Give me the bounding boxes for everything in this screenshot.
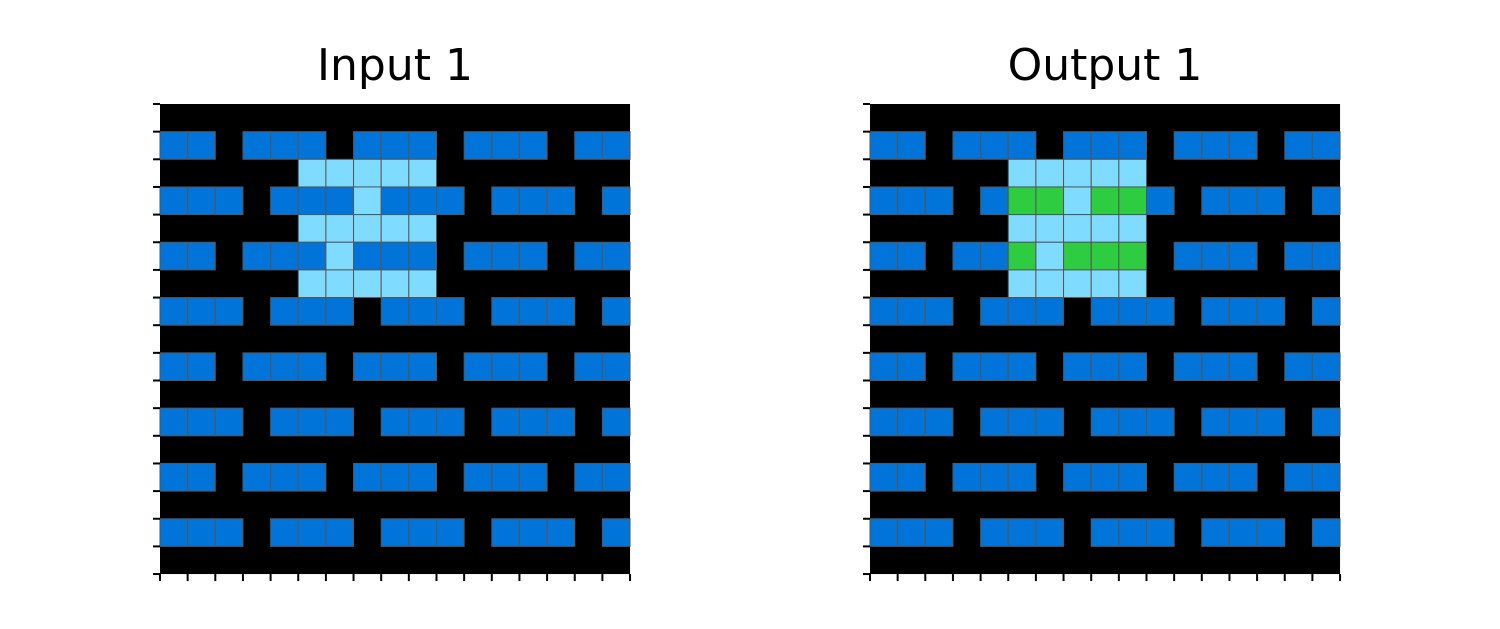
grid-cell [1064, 132, 1092, 160]
grid-cell [953, 242, 981, 270]
grid-cell [160, 242, 188, 270]
grid-cell [1008, 242, 1036, 270]
grid-cell [409, 270, 437, 298]
grid-cell [409, 187, 437, 215]
grid-cell [1091, 270, 1119, 298]
grid-cell [1008, 187, 1036, 215]
grid-cell [1091, 519, 1119, 547]
grid-cell [215, 408, 243, 436]
grid-cell [1091, 159, 1119, 187]
grid-cell [492, 298, 520, 326]
grid-cell [1091, 132, 1119, 160]
grid-cell [1119, 242, 1147, 270]
grid-cell [981, 463, 1009, 491]
grid-cell [271, 187, 299, 215]
grid-cell [981, 408, 1009, 436]
grid-cell [547, 519, 575, 547]
grid-cell [1229, 519, 1257, 547]
grid-cell [1174, 463, 1202, 491]
grid-cell [492, 463, 520, 491]
grid-cell [381, 463, 409, 491]
grid-cell [519, 298, 547, 326]
grid-cell [298, 298, 326, 326]
grid-cell [437, 408, 465, 436]
grid-cell [271, 519, 299, 547]
grid-cell [1285, 463, 1313, 491]
grid-cell [160, 463, 188, 491]
grid-cell [870, 408, 898, 436]
grid-cell [1312, 298, 1340, 326]
grid-cell [326, 215, 354, 243]
grid-cell [1147, 519, 1175, 547]
grid-cell [1091, 215, 1119, 243]
grid-cell [188, 298, 216, 326]
grid-cell [1064, 353, 1092, 381]
grid-cell [381, 408, 409, 436]
grid-cell [1119, 270, 1147, 298]
grid-cell [519, 242, 547, 270]
grid-cell [243, 132, 271, 160]
grid-cell [1119, 187, 1147, 215]
grid-cell [519, 408, 547, 436]
grid-cell [215, 187, 243, 215]
grid-cell [1008, 132, 1036, 160]
grid-cell [1008, 159, 1036, 187]
grid-cell [354, 187, 382, 215]
grid-cell [925, 408, 953, 436]
grid-cell [243, 463, 271, 491]
grid-cell [409, 353, 437, 381]
grid-cell [464, 132, 492, 160]
grid-cell [1091, 242, 1119, 270]
grid-cell [519, 519, 547, 547]
grid-cell [575, 132, 603, 160]
grid-cell [381, 353, 409, 381]
grid-cell [575, 463, 603, 491]
output-grid [845, 93, 1365, 593]
grid-cell [492, 408, 520, 436]
grid-cell [464, 353, 492, 381]
grid-cell [160, 298, 188, 326]
grid-cell [492, 353, 520, 381]
grid-cell [547, 187, 575, 215]
grid-cell [1174, 242, 1202, 270]
grid-cell [1036, 298, 1064, 326]
grid-cell [1119, 159, 1147, 187]
grid-cell [602, 187, 630, 215]
grid-cell [1229, 463, 1257, 491]
grid-cell [215, 519, 243, 547]
grid-cell [326, 270, 354, 298]
grid-cell [188, 242, 216, 270]
grid-cell [271, 463, 299, 491]
grid-cell [1285, 353, 1313, 381]
grid-cell [409, 463, 437, 491]
grid-cell [1312, 408, 1340, 436]
grid-cell [354, 215, 382, 243]
grid-cell [925, 298, 953, 326]
grid-cell [298, 242, 326, 270]
grid-cell [160, 519, 188, 547]
grid-cell [1202, 187, 1230, 215]
grid-cell [1312, 242, 1340, 270]
grid-cell [492, 519, 520, 547]
grid-cell [437, 187, 465, 215]
grid-cell [409, 408, 437, 436]
grid-cell [326, 159, 354, 187]
grid-cell [898, 408, 926, 436]
grid-cell [271, 408, 299, 436]
grid-cell [492, 187, 520, 215]
grid-cell [1064, 463, 1092, 491]
grid-cell [1229, 187, 1257, 215]
grid-cell [1229, 132, 1257, 160]
grid-cell [925, 519, 953, 547]
grid-cell [354, 132, 382, 160]
grid-cell [160, 132, 188, 160]
grid-cell [1091, 353, 1119, 381]
grid-cell [243, 242, 271, 270]
input-panel [135, 0, 655, 629]
grid-cell [188, 463, 216, 491]
grid-cell [519, 187, 547, 215]
grid-cell [381, 519, 409, 547]
grid-cell [271, 353, 299, 381]
grid-cell [1257, 519, 1285, 547]
grid-cell [298, 215, 326, 243]
grid-cell [1064, 215, 1092, 243]
grid-cell [1202, 353, 1230, 381]
grid-cell [298, 353, 326, 381]
output-panel [845, 0, 1365, 629]
grid-cell [602, 132, 630, 160]
grid-cell [464, 242, 492, 270]
grid-cell [1147, 408, 1175, 436]
grid-cell [1008, 270, 1036, 298]
grid-cell [298, 159, 326, 187]
grid-cell [160, 408, 188, 436]
grid-cell [381, 270, 409, 298]
grid-cell [1119, 463, 1147, 491]
grid-cell [1257, 187, 1285, 215]
grid-cell [1119, 298, 1147, 326]
grid-cell [326, 242, 354, 270]
grid-cell [870, 353, 898, 381]
grid-cell [547, 298, 575, 326]
grid-cell [1036, 519, 1064, 547]
grid-cell [298, 132, 326, 160]
grid-cell [981, 519, 1009, 547]
grid-cell [981, 298, 1009, 326]
grid-cell [602, 242, 630, 270]
grid-cell [188, 519, 216, 547]
grid-cell [437, 519, 465, 547]
grid-cell [326, 187, 354, 215]
grid-cell [464, 463, 492, 491]
grid-cell [381, 132, 409, 160]
grid-cell [1119, 408, 1147, 436]
grid-cell [160, 187, 188, 215]
grid-cell [1119, 132, 1147, 160]
grid-cell [575, 242, 603, 270]
grid-cell [1229, 353, 1257, 381]
grid-cell [1008, 519, 1036, 547]
grid-cell [1202, 132, 1230, 160]
input-title: Input 1 [317, 40, 473, 91]
grid-cell [409, 519, 437, 547]
grid-cell [547, 408, 575, 436]
grid-cell [1091, 463, 1119, 491]
grid-cell [981, 132, 1009, 160]
grid-cell [1312, 187, 1340, 215]
grid-cell [1174, 132, 1202, 160]
grid-cell [381, 242, 409, 270]
grid-cell [1285, 242, 1313, 270]
grid-cell [215, 298, 243, 326]
grid-cell [1257, 408, 1285, 436]
grid-cell [437, 298, 465, 326]
grid-cell [1008, 408, 1036, 436]
grid-cell [381, 298, 409, 326]
grid-cell [1008, 463, 1036, 491]
grid-cell [1091, 187, 1119, 215]
grid-cell [1229, 242, 1257, 270]
grid-cell [898, 463, 926, 491]
grid-cell [1257, 298, 1285, 326]
grid-cell [981, 187, 1009, 215]
grid-cell [981, 353, 1009, 381]
grid-cell [409, 215, 437, 243]
grid-cell [298, 187, 326, 215]
grid-cell [188, 132, 216, 160]
grid-cell [1202, 242, 1230, 270]
grid-cell [870, 463, 898, 491]
grid-cell [381, 187, 409, 215]
grid-cell [519, 132, 547, 160]
grid-cell [981, 242, 1009, 270]
grid-cell [870, 242, 898, 270]
grid-cell [1036, 408, 1064, 436]
grid-cell [354, 353, 382, 381]
grid-cell [953, 353, 981, 381]
output-title: Output 1 [1007, 40, 1203, 91]
grid-cell [160, 353, 188, 381]
grid-cell [409, 159, 437, 187]
grid-cell [492, 132, 520, 160]
grid-cell [1008, 215, 1036, 243]
grid-cell [326, 408, 354, 436]
grid-cell [575, 353, 603, 381]
grid-cell [271, 132, 299, 160]
grid-cell [298, 408, 326, 436]
grid-cell [953, 132, 981, 160]
grid-cell [1064, 242, 1092, 270]
grid-cell [188, 408, 216, 436]
grid-cell [1036, 270, 1064, 298]
grid-cell [1064, 159, 1092, 187]
grid-cell [1036, 159, 1064, 187]
grid-cell [1202, 519, 1230, 547]
grid-cell [1036, 215, 1064, 243]
input-grid [135, 93, 655, 593]
grid-cell [1064, 187, 1092, 215]
grid-cell [1312, 463, 1340, 491]
grid-cell [1008, 298, 1036, 326]
grid-cell [354, 270, 382, 298]
grid-cell [1202, 408, 1230, 436]
grid-cell [1036, 187, 1064, 215]
grid-cell [1119, 353, 1147, 381]
grid-cell [409, 298, 437, 326]
grid-cell [602, 463, 630, 491]
grid-cell [354, 463, 382, 491]
grid-cell [298, 270, 326, 298]
grid-cell [519, 353, 547, 381]
grid-cell [898, 353, 926, 381]
grid-cell [298, 519, 326, 547]
grid-cell [1312, 132, 1340, 160]
grid-cell [602, 408, 630, 436]
grid-cell [1202, 463, 1230, 491]
grid-cell [271, 298, 299, 326]
grid-cell [870, 519, 898, 547]
grid-cell [1036, 242, 1064, 270]
grid-cell [1202, 298, 1230, 326]
grid-cell [898, 187, 926, 215]
grid-cell [326, 519, 354, 547]
grid-cell [1147, 187, 1175, 215]
grid-cell [602, 298, 630, 326]
grid-cell [1285, 132, 1313, 160]
grid-cell [1091, 408, 1119, 436]
grid-cell [519, 463, 547, 491]
grid-cell [1091, 298, 1119, 326]
grid-cell [898, 242, 926, 270]
grid-cell [381, 159, 409, 187]
grid-cell [271, 242, 299, 270]
grid-cell [298, 463, 326, 491]
grid-cell [409, 132, 437, 160]
grid-cell [409, 242, 437, 270]
grid-cell [326, 298, 354, 326]
grid-cell [870, 187, 898, 215]
grid-cell [602, 353, 630, 381]
grid-cell [1064, 270, 1092, 298]
grid-cell [1174, 353, 1202, 381]
grid-cell [354, 242, 382, 270]
grid-cell [492, 242, 520, 270]
grid-cell [898, 519, 926, 547]
grid-cell [1312, 353, 1340, 381]
grid-cell [953, 463, 981, 491]
grid-cell [1229, 408, 1257, 436]
grid-cell [354, 159, 382, 187]
grid-cell [188, 353, 216, 381]
grid-cell [188, 187, 216, 215]
grid-cell [898, 298, 926, 326]
grid-cell [925, 187, 953, 215]
grid-cell [381, 215, 409, 243]
grid-cell [870, 132, 898, 160]
grid-cell [870, 298, 898, 326]
grid-cell [602, 519, 630, 547]
grid-cell [1229, 298, 1257, 326]
grid-cell [1008, 353, 1036, 381]
grid-cell [1312, 519, 1340, 547]
grid-cell [1119, 519, 1147, 547]
grid-cell [243, 353, 271, 381]
grid-cell [1147, 298, 1175, 326]
grid-cell [898, 132, 926, 160]
grid-cell [1119, 215, 1147, 243]
